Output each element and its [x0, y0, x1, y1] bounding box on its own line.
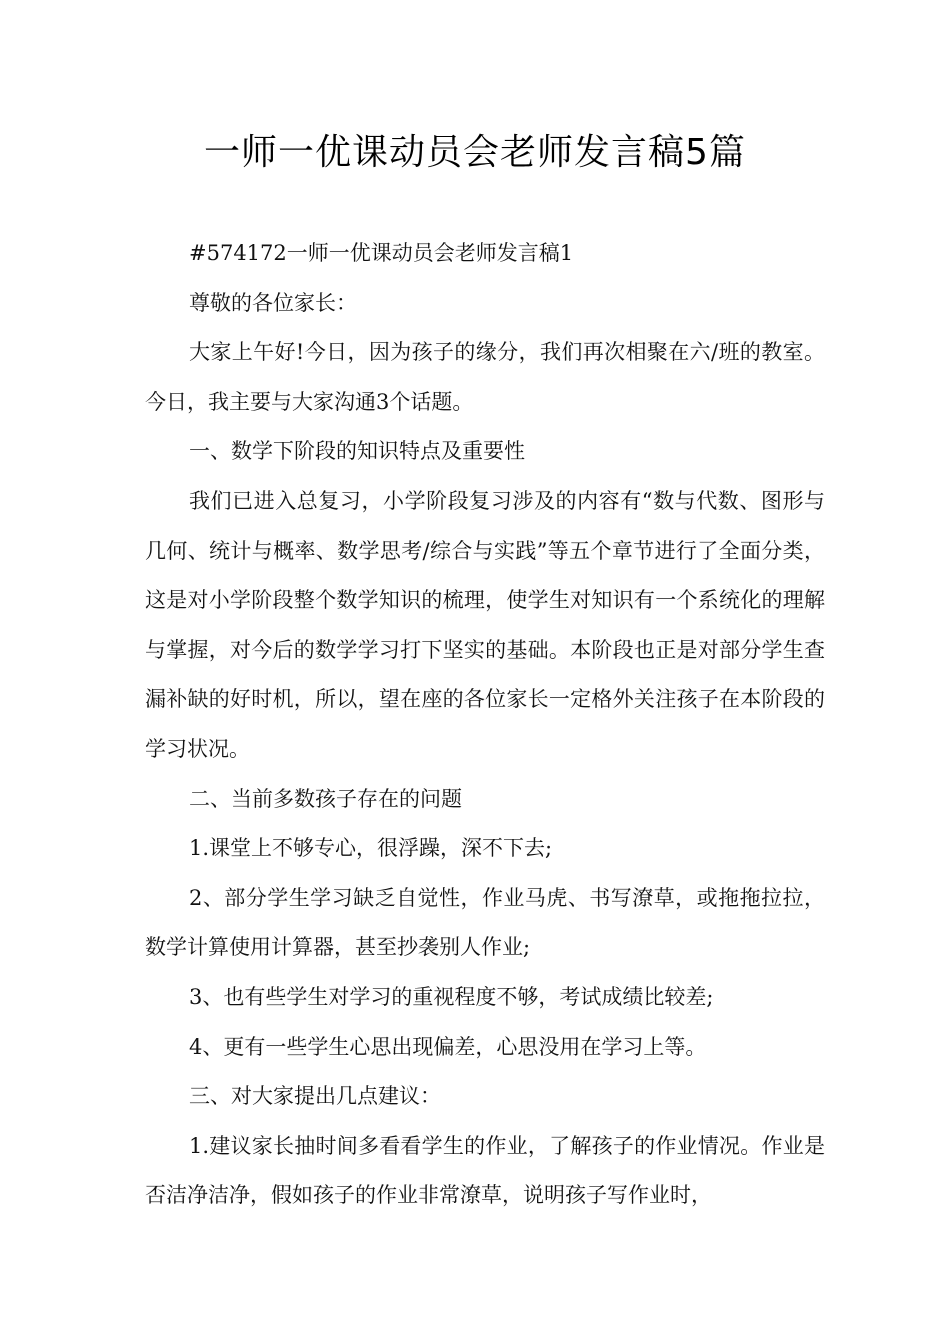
paragraph-problem-4: 4、更有一些学生心思出现偏差，心思没用在学习上等。	[189, 1034, 707, 1059]
paragraph-problem-2: 2、部分学生学习缺乏自觉性，作业马虎、书写潦草，或拖拖拉拉，数学计算使用计算器，甚至抄袭别人作业;	[145, 885, 825, 960]
paragraph-heading-1: #574172一师一优课动员会老师发言稿1	[189, 241, 574, 265]
paragraph-section-3: 三、对大家提出几点建议：	[189, 1084, 441, 1109]
paragraph-section-1: 一、数学下阶段的知识特点及重要性	[189, 439, 525, 464]
paragraph-suggestion-1: 1.建议家长抽时间多看看学生的作业，了解孩子的作业情况。作业是否洁净洁净，假如孩子的作业非常潦草，说明孩子写作业时，	[145, 1133, 825, 1208]
paragraph-section-2: 二、当前多数孩子存在的问题	[189, 786, 462, 811]
document-body	[145, 229, 825, 1221]
document-title: 一师一优课动员会老师发言稿5篇	[204, 132, 746, 173]
paragraph-greeting: 大家上午好!今日，因为孩子的缘分，我们再次相聚在六/班的教室。今日，我主要与大家沟通3个话题。	[145, 340, 825, 414]
paragraph-problem-1: 1.课堂上不够专心，很浮躁，深不下去;	[189, 836, 553, 861]
paragraph-review-content: 我们已进入总复习，小学阶段复习涉及的内容有“数与代数、图形与几何、统计与概率、数学思考/综合与实践”等五个章节进行了全面分类，这是对小学阶段整个数学知识的梳理，使学生对知识有一个系统化的理解与掌握，对今后的数学学习打下坚实的基础。本阶段也正是对部分学生查漏补缺的好时机，所以，望在座的各位家长一定格外关注孩子在本阶段的学习状况。	[145, 488, 825, 761]
paragraph-problem-3: 3、也有些学生对学习的重视程度不够，考试成绩比较差;	[189, 984, 714, 1009]
paragraph-salutation: 尊敬的各位家长：	[189, 290, 357, 315]
